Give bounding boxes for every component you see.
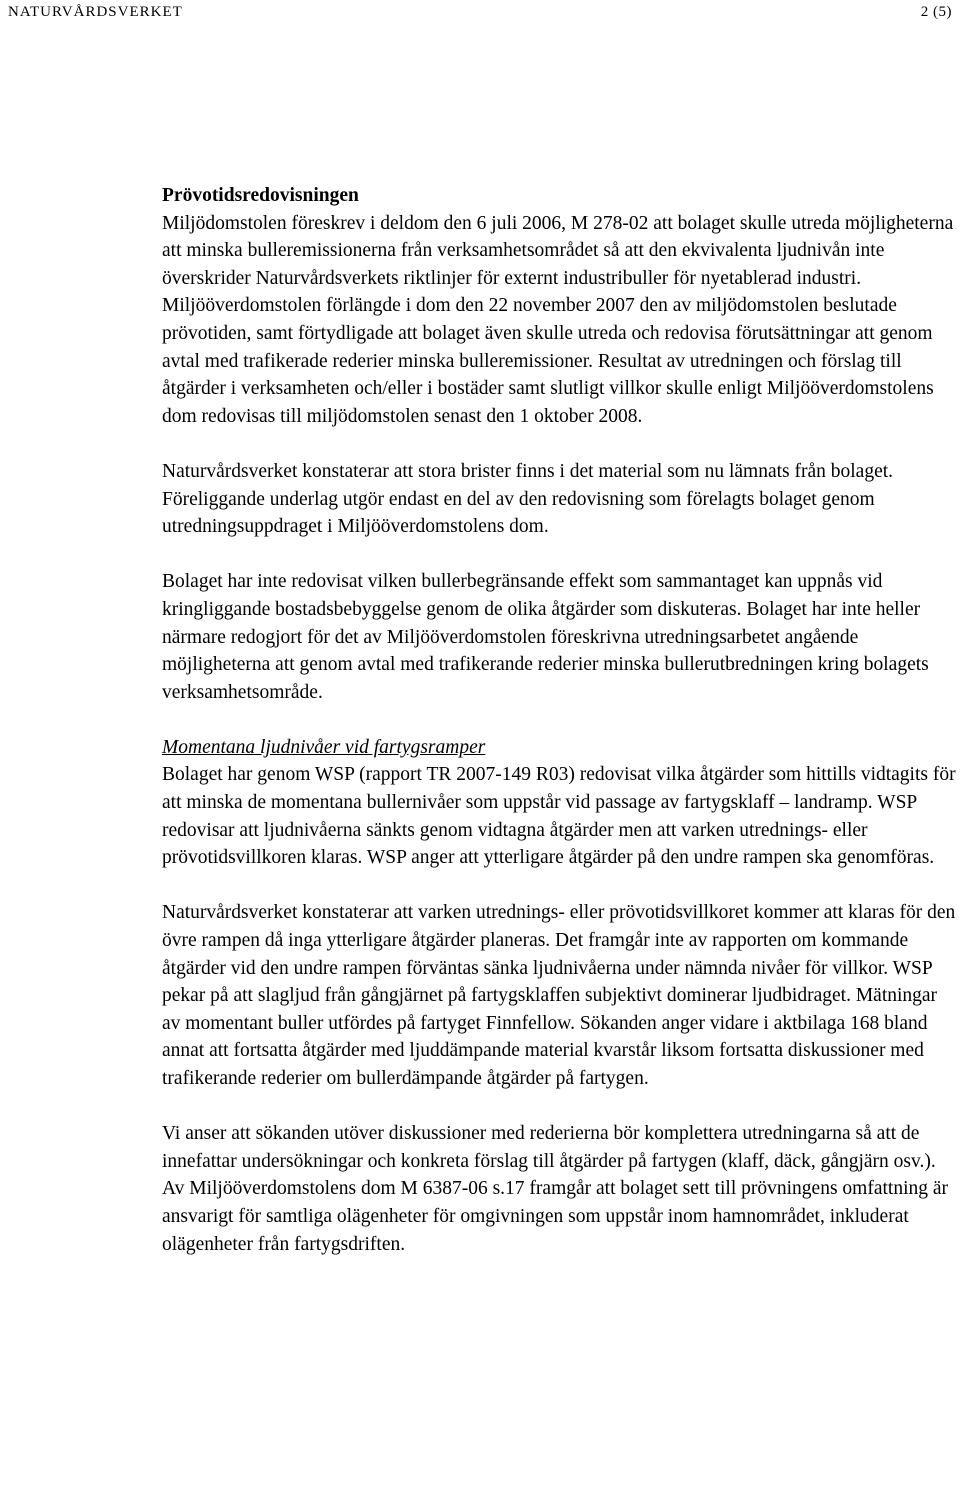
header-page-number: 2 (5) [920,4,952,20]
paragraph-gap [162,706,960,734]
header-organization: NATURVÅRDSVERKET [8,4,183,20]
paragraph-provotid-1: Miljödomstolen föreskrev i deldom den 6 juli 2006, M 278-02 att bolaget skulle utreda möjligheterna att minska bulleremissionerna från verksamhetsområdet så att den ekvivalenta ljudnivån inte överskrider Naturvårdsverkets riktlinjer för externt industribuller för nyetablerad industri. Miljööverdomstolen förlängde i dom den 22 november 2007 den av miljödomstolen beslutade prövotiden, samt förtydligade att bolaget även skulle utreda och redovisa förutsättningar att genom avtal med trafikerade rederier minska bulleremissioner. Resultat av utredningen och förslag till åtgärder i verksamheten och/eller i bostäder samt slutligt villkor skulle enligt Miljööverdomstolens dom redovisas till miljödomstolen senast den 1 oktober 2008. [162,212,954,427]
paragraph-momentana-2: Naturvårdsverket konstaterar att varken utrednings- eller prövotidsvillkoret kommer att klaras för den övre rampen då inga ytterligare åtgärder planeras. Det framgår inte av rapporten om kommande åtgärder vid den undre rampen förväntas sänka ljudnivåerna under nämnda nivåer för villkor. WSP pekar på att slagljud från gångjärnet på fartygsklaffen subjektivt dominerar ljudbidraget. Mätningar av momentant buller utfördes på fartyget Finnfellow. Sökanden anger vidare i aktbilaga 168 bland annat att fortsatta åtgärder med ljuddämpande material kvarstår liksom fortsatta diskussioner med trafikerande rederier om bullerdämpande åtgärder på fartygen. [162,902,956,1089]
paragraph-gap [162,541,960,569]
paragraph-momentana-3: Vi anser att sökanden utöver diskussioner med rederierna bör komplettera utredningarna så att de innefattar undersökningar och konkreta förslag till åtgärder på fartygen (klaff, däck, gångjärn osv.). Av Miljööverdomstolens dom M 6387-06 s.17 framgår att bolaget sett till prövningens omfattning är ansvarigt för samtliga olägenheter för omgivningen som uppstår inom hamnområdet, inkluderat olägenheter från fartygsdriften. [162,1123,949,1255]
paragraph-provotid-3: Bolaget har inte redovisat vilken bullerbegränsande effekt som sammantaget kan uppnås vid kringliggande bostadsbebyggelse genom de olika åtgärder som diskuteras. Bolaget har inte heller närmare redogjort för det av Miljööverdomstolen föreskrivna utredningsarbetet angående möjligheterna att genom avtal med trafikerande rederier minska bullerutbredningen kring bolagets verksamhetsområde. [162,571,929,703]
paragraph-momentana-1: Bolaget har genom WSP (rapport TR 2007-149 R03) redovisat vilka åtgärder som hittills vidtagits för att minska de momentana bullernivåer som uppstår vid passage av fartygsklaff – landramp. WSP redovisar att ljudnivåerna sänkts genom vidtagna åtgärder men att varken utrednings- eller prövotidsvillkoren klaras. WSP anger att ytterligare åtgärder på den undre rampen ska genomföras. [162,764,956,869]
paragraph-gap [162,1093,960,1121]
paragraph-provotid-2: Naturvårdsverket konstaterar att stora brister finns i det material som nu lämnats från bolaget. Föreliggande underlag utgör endast en del av den redovisning som förelagts bolaget genom utredningsuppdraget i Miljööverdomstolens dom. [162,460,894,538]
section-heading-momentana-ljudnivaer: Momentana ljudnivåer vid fartygsramper [162,736,486,758]
paragraph-gap [162,872,960,900]
section-heading-provotidsredovisningen: Prövotidsredovisningen [162,185,359,206]
paragraph-gap [162,430,960,458]
document-body [162,182,960,1258]
page-header [8,4,952,24]
